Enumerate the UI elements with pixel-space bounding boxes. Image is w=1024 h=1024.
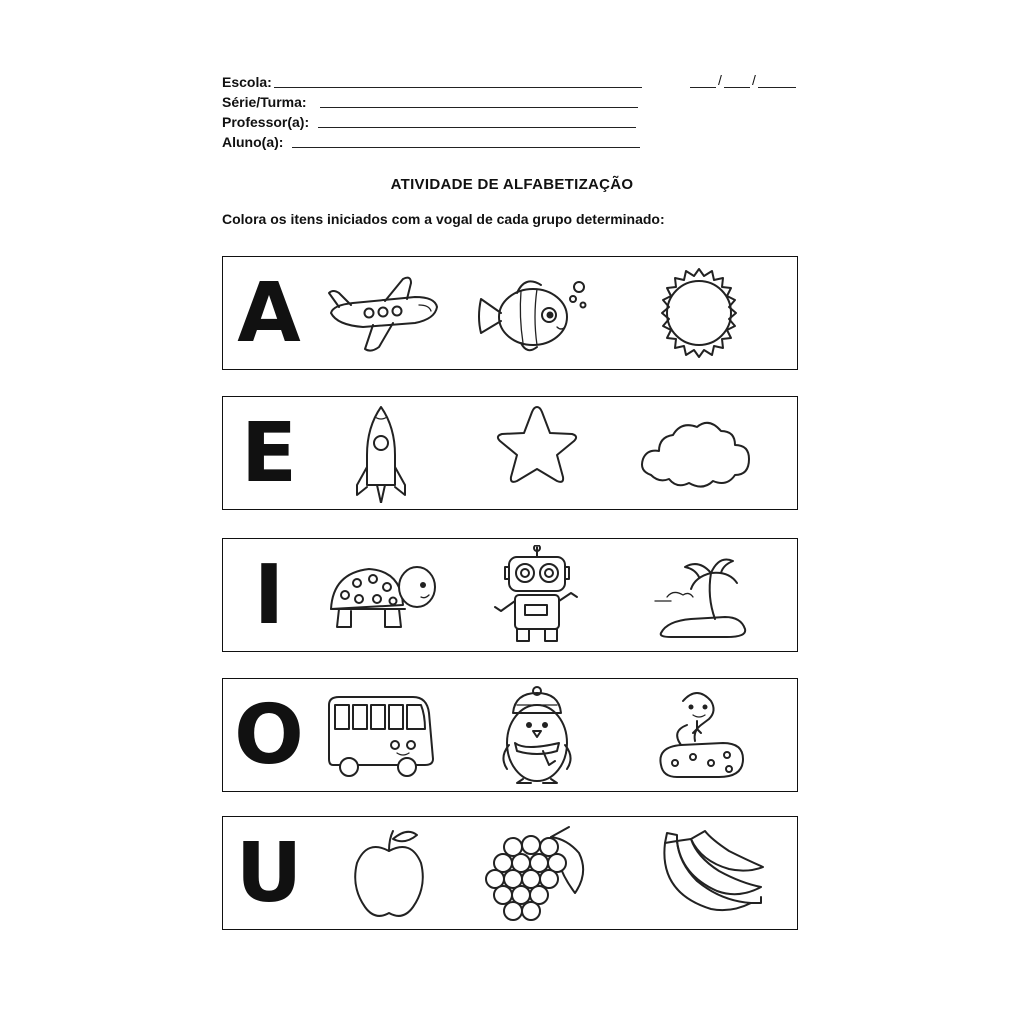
vowel-letter: O: [234, 687, 304, 783]
date-year-line: [758, 73, 796, 88]
date-month-line: [724, 73, 750, 88]
bus-icon[interactable]: [323, 685, 443, 785]
vowel-letter: E: [240, 405, 297, 501]
sun-icon[interactable]: [639, 263, 759, 363]
vowel-group-i: [222, 538, 798, 652]
rocket-icon[interactable]: [323, 403, 443, 503]
turtle-icon[interactable]: [323, 545, 443, 645]
penguin-icon[interactable]: [489, 685, 609, 785]
vowel-group-u: [222, 816, 798, 930]
date-separator: /: [752, 72, 756, 88]
grade-line: [320, 107, 638, 108]
grade-field[interactable]: [222, 92, 802, 112]
star-icon[interactable]: [477, 403, 597, 503]
vowel-letter: A: [237, 265, 301, 361]
banana-icon[interactable]: [651, 823, 771, 923]
teacher-field[interactable]: [222, 112, 802, 132]
date-field[interactable]: [690, 72, 796, 88]
instruction-text: Colora os itens iniciados com a vogal de cada grupo determinado:: [222, 211, 665, 227]
date-day-line: [690, 73, 716, 88]
vowel-letter: U: [235, 825, 303, 921]
apple-icon[interactable]: [329, 823, 449, 923]
airplane-icon[interactable]: [323, 263, 443, 363]
cloud-icon[interactable]: [637, 403, 757, 503]
student-label: Aluno(a):: [222, 134, 284, 150]
page-title: ATIVIDADE DE ALFABETIZAÇÃO: [390, 176, 634, 193]
teacher-line: [318, 127, 636, 128]
snake-icon[interactable]: [653, 685, 773, 785]
vowel-group-a: [222, 256, 798, 370]
fish-icon[interactable]: [471, 263, 591, 363]
vowel-group-o: [222, 678, 798, 792]
school-line: [274, 87, 642, 88]
vowel-group-e: [222, 396, 798, 510]
student-field[interactable]: [222, 132, 802, 152]
date-separator: /: [718, 72, 722, 88]
teacher-label: Professor(a):: [222, 114, 310, 130]
grade-label: Série/Turma:: [222, 94, 307, 110]
student-line: [292, 147, 640, 148]
school-label: Escola:: [222, 74, 272, 90]
vowel-letter: I: [253, 547, 285, 643]
island-icon[interactable]: [647, 545, 767, 645]
grapes-icon[interactable]: [479, 823, 599, 923]
robot-icon[interactable]: [485, 545, 605, 645]
